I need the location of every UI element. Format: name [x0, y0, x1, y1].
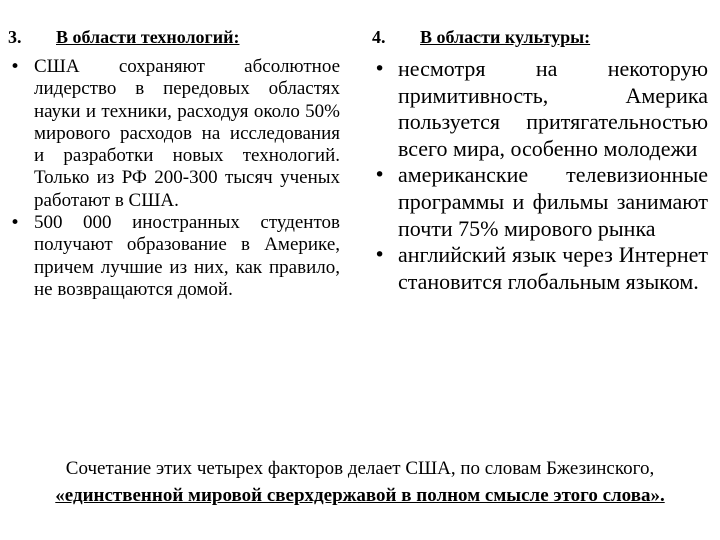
bullet-icon: •	[374, 164, 386, 187]
summary-lead: Сочетание этих четырех факторов делает США, по словам Бжезинского,	[65, 458, 655, 479]
bullet-icon: •	[374, 244, 386, 267]
culture-number: 4.	[372, 27, 386, 47]
culture-bullet-list	[372, 56, 708, 295]
technology-number: 3.	[8, 27, 22, 47]
bullet-icon: •	[374, 58, 386, 80]
summary-emphasis: «единственной мировой сверхдержавой в полном смысле этого слова».	[55, 484, 665, 506]
culture-section	[372, 26, 708, 295]
technology-section	[8, 26, 340, 301]
list-item	[372, 162, 708, 242]
bullet-text: 500 000 иностранных студентов получают образование в Америке, причем лучшие из них, как правило, не возвращаются домой.	[34, 212, 340, 300]
bullet-text: американские телевизионные программы и фильмы занимают почти 75% мирового рынка	[398, 162, 708, 241]
culture-title: В области культуры:	[420, 27, 591, 47]
technology-bullet-list	[8, 56, 340, 301]
list-item	[8, 56, 340, 212]
bullet-icon: •	[10, 213, 21, 234]
list-item	[372, 56, 708, 162]
technology-heading	[8, 26, 340, 48]
summary-paragraph	[10, 456, 710, 509]
bullet-text: несмотря на некоторую примитивность, Америка пользуется притягательностью всего мира, особенно молодежи	[398, 56, 708, 161]
culture-heading	[372, 26, 708, 48]
bullet-text: английский язык через Интернет становится глобальным языком.	[398, 242, 708, 294]
list-item	[8, 212, 340, 301]
bullet-text: США сохраняют абсолютное лидерство в передовых областях науки и техники, расходуя около 50% мирового расходов на исследования и разработки новых технологий. Только из РФ 200-300 тысяч ученых работают в США.	[34, 56, 340, 211]
list-item	[372, 242, 708, 295]
technology-title: В области технологий:	[56, 27, 240, 47]
bullet-icon: •	[10, 57, 21, 77]
